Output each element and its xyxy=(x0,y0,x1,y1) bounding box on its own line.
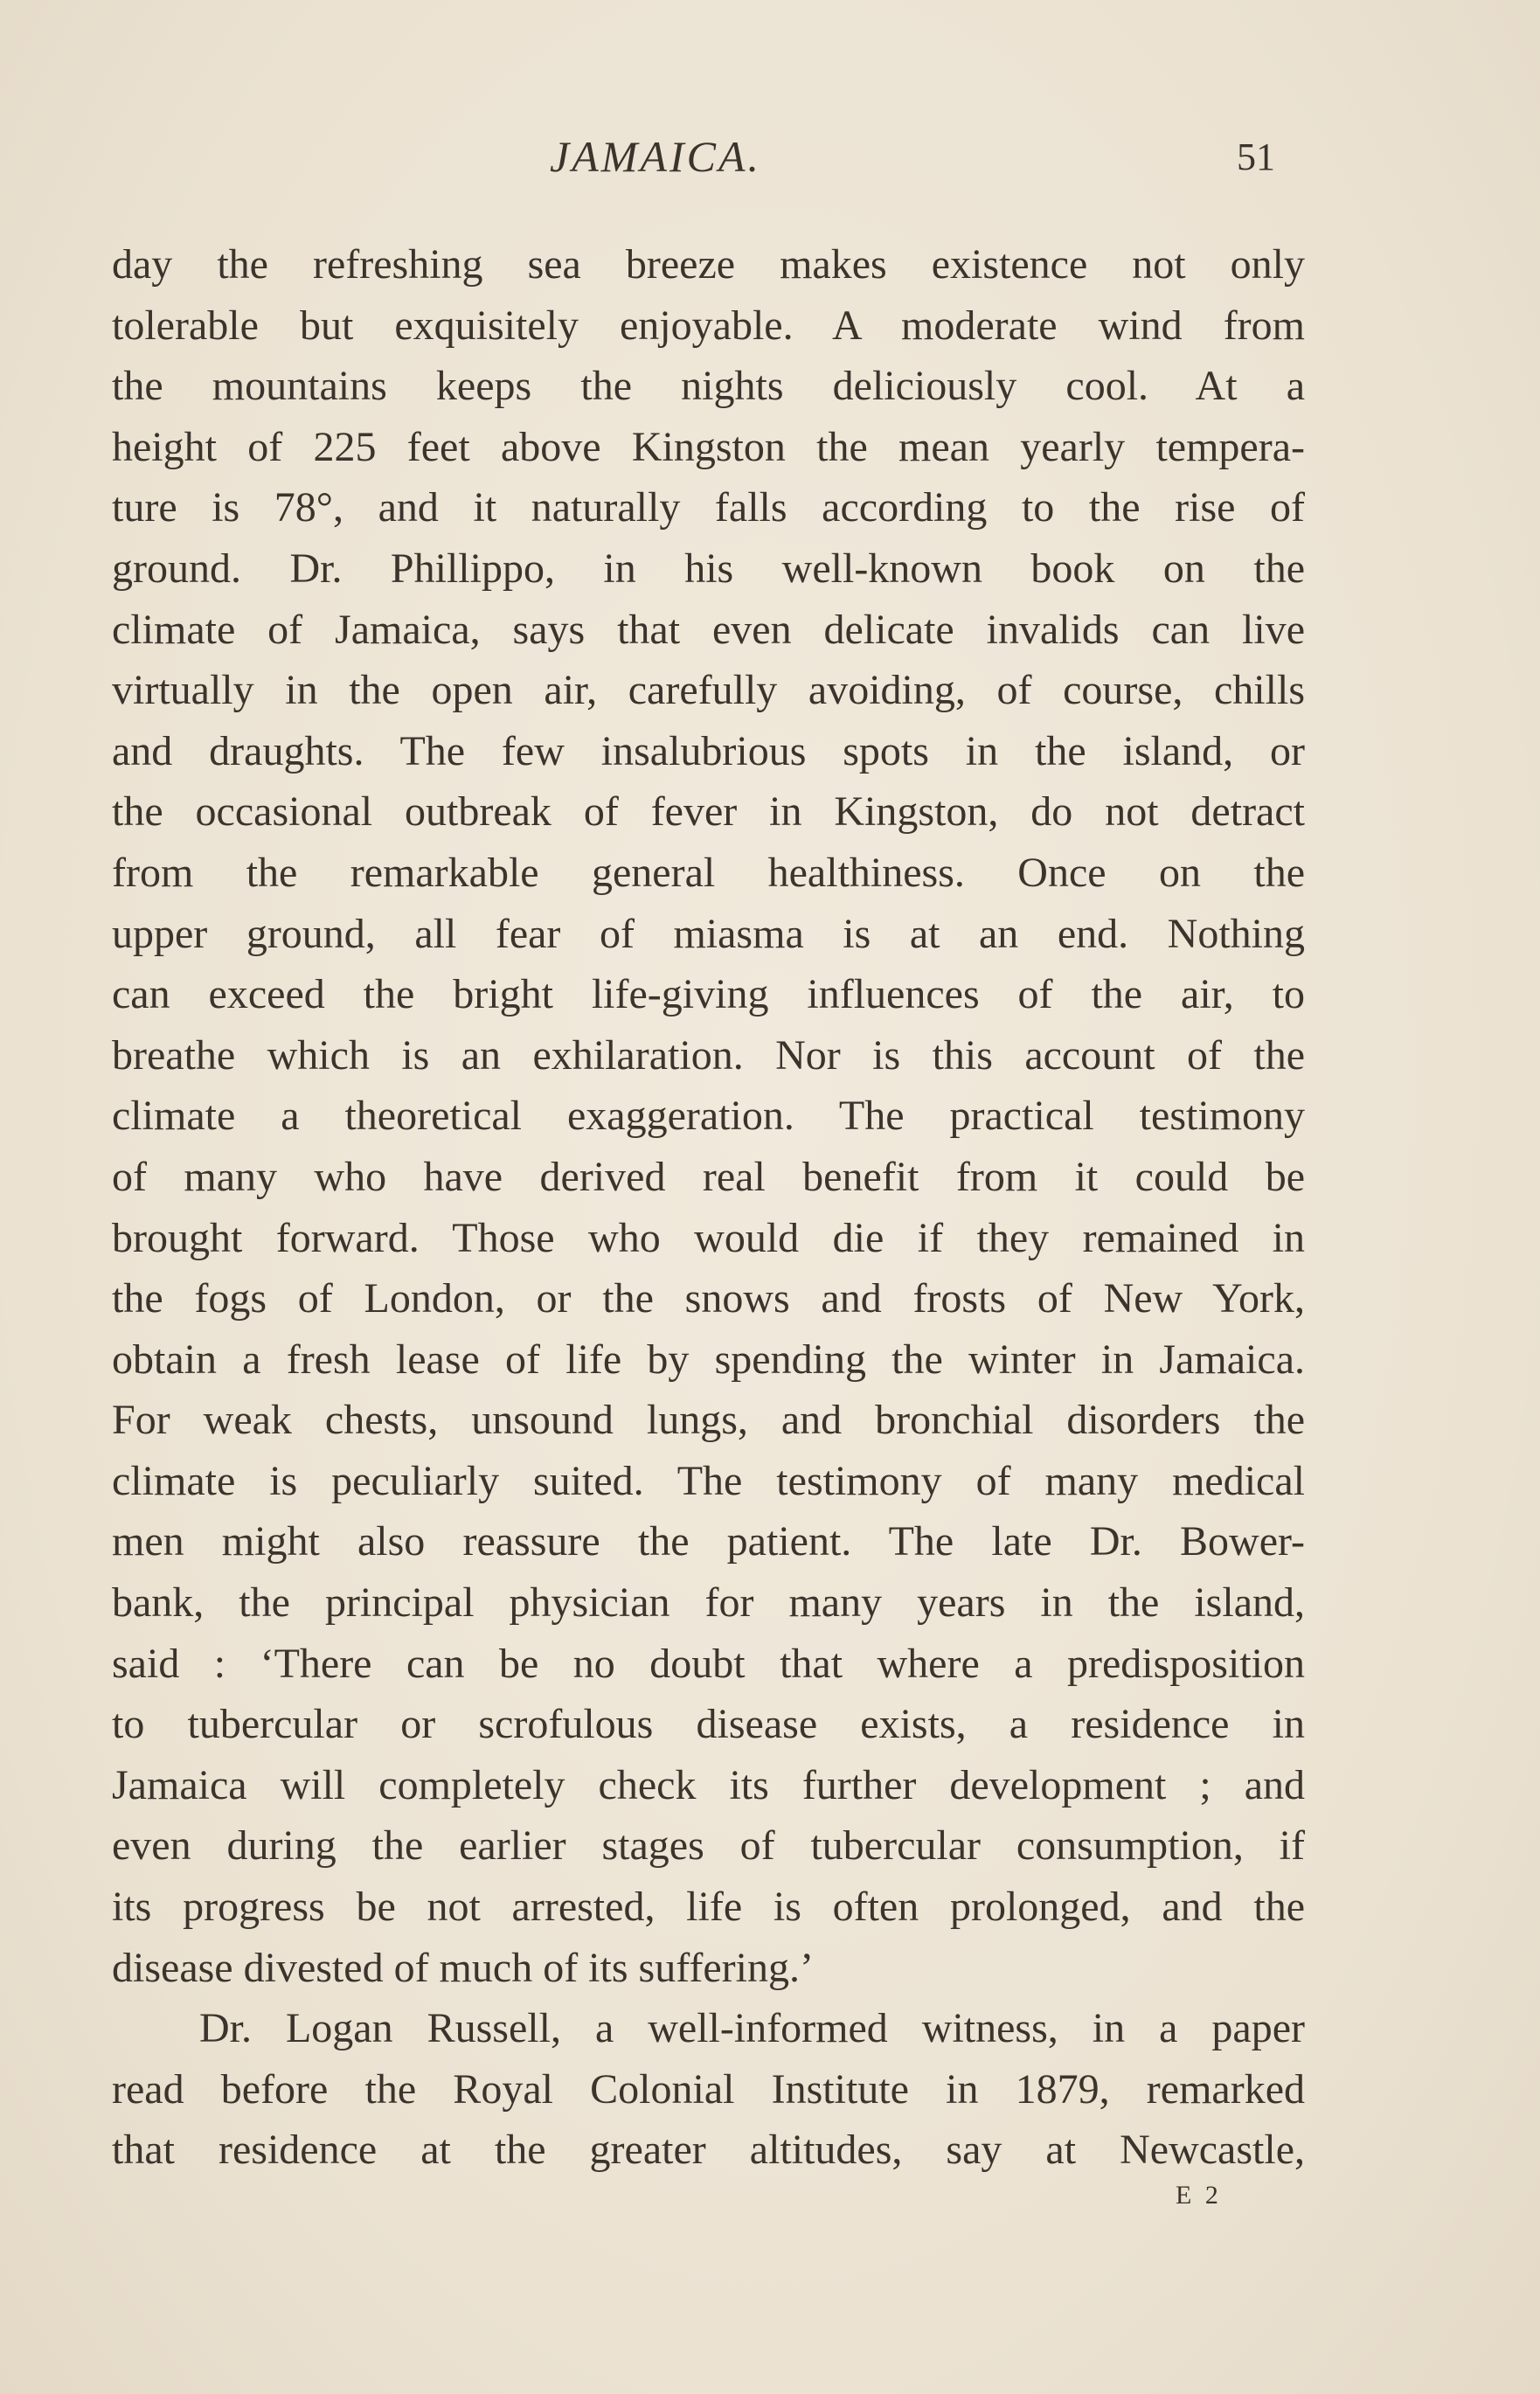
text-line: men might also reassure the patient. The late Dr. Bower- xyxy=(112,1518,1305,1565)
text-line: ground. Dr. Phillippo, in his well-known book on the xyxy=(112,545,1305,592)
text-line: upper ground, all fear of miasma is at an end. Nothing xyxy=(112,910,1305,957)
text-line: tolerable but exquisitely enjoyable. A moderate wind from xyxy=(112,302,1305,349)
text-line: its progress be not arrested, life is often prolonged, and the xyxy=(112,1884,1305,1931)
text-line: climate a theoretical exaggeration. The practical testimony xyxy=(112,1093,1305,1140)
text-line: read before the Royal Colonial Institute in 1879, remarked xyxy=(112,2065,1305,2113)
paragraph-start-line: Dr. Logan Russell, a well-informed witness, in a paper xyxy=(199,2005,1305,2052)
text-line: For weak chests, unsound lungs, and bronchial disorders the xyxy=(112,1397,1305,1444)
text-line: day the refreshing sea breeze makes existence not only xyxy=(112,241,1305,288)
text-line: even during the earlier stages of tubercular consumption, if xyxy=(112,1822,1305,1870)
running-title: JAMAICA. xyxy=(550,132,761,181)
text-line: can exceed the bright life-giving influences of the air, to xyxy=(112,971,1305,1018)
text-line: to tubercular or scrofulous disease exists, a residence in xyxy=(112,1701,1305,1748)
text-line: height of 225 feet above Kingston the mean yearly tempera- xyxy=(112,423,1305,470)
text-line: and draughts. The few insalubrious spots in the island, or xyxy=(112,727,1305,774)
text-line: from the remarkable general healthiness. Once on the xyxy=(112,849,1305,896)
text-line: Jamaica will completely check its further development ; and xyxy=(112,1761,1305,1808)
text-line: virtually in the open air, carefully avoiding, of course, chills xyxy=(112,667,1305,714)
text-line: brought forward. Those who would die if they remained in xyxy=(112,1214,1305,1261)
text-line: said : ‘There can be no doubt that where a predisposition xyxy=(112,1640,1305,1687)
body-text xyxy=(112,234,1305,2181)
text-line: ture is 78°, and it naturally falls according to the rise of xyxy=(112,484,1305,531)
text-line: obtain a fresh lease of life by spending the winter in Jamaica. xyxy=(112,1336,1305,1383)
signature-mark: E 2 xyxy=(1176,2181,1222,2210)
text-line: breathe which is an exhilaration. Nor is this account of the xyxy=(112,1031,1305,1079)
paragraph-end-line: disease divested of much of its suffering.’ xyxy=(112,1944,814,1991)
running-head xyxy=(0,131,1540,192)
text-line: the mountains keeps the nights deliciously cool. At a xyxy=(112,363,1305,410)
text-line: that residence at the greater altitudes, say at Newcastle, xyxy=(112,2127,1305,2174)
text-line: the occasional outbreak of fever in Kingston, do not detract xyxy=(112,788,1305,836)
text-line: climate is peculiarly suited. The testimony of many medical xyxy=(112,1457,1305,1504)
page-number: 51 xyxy=(1237,135,1275,178)
text-line: bank, the principal physician for many years in the island, xyxy=(112,1579,1305,1627)
text-line: of many who have derived real benefit from it could be xyxy=(112,1153,1305,1200)
text-line: climate of Jamaica, says that even delicate invalids can live xyxy=(112,606,1305,653)
text-line: the fogs of London, or the snows and frosts of New York, xyxy=(112,1275,1305,1322)
